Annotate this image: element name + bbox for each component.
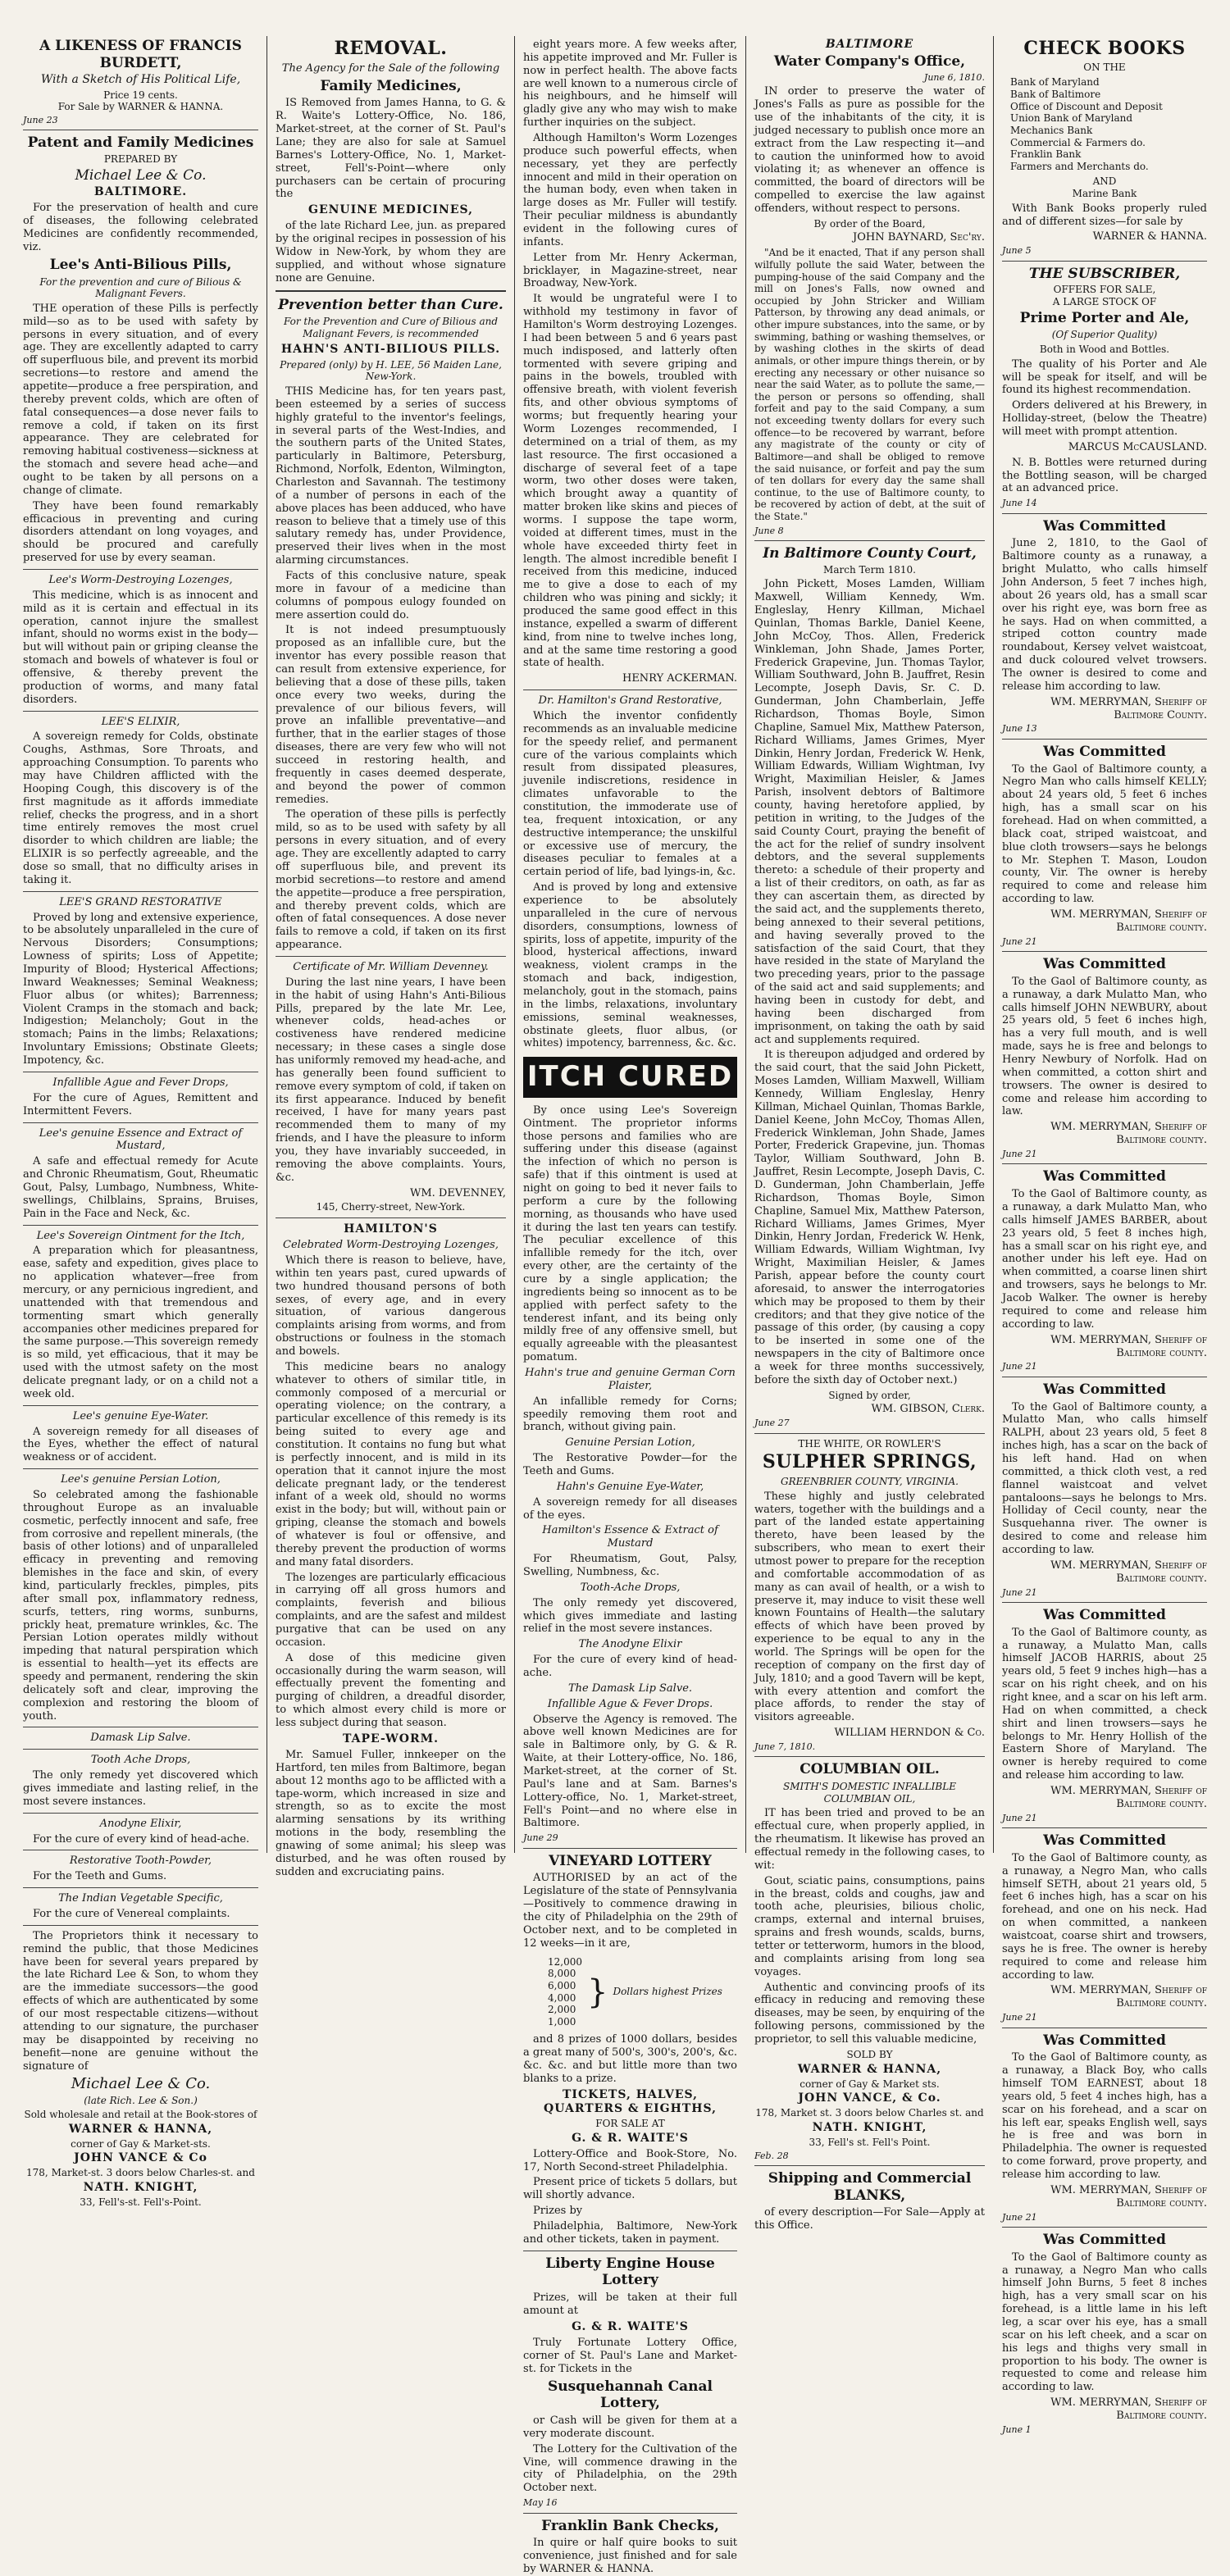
elixir-body: A sovereign remedy for Colds, obstinate Coughs, Asthmas, Sore Throats, and approaching Consumption. To parents who may have Children afflicted with the Hooping Cough, this discovery is of the first magnitude as it affords immediate relief, checks the progress, and in a short time entirely removes the most cruel disorder to which children are liable; the ELIXIR is so perfectly agreeable, and the dose so small, that no difficulty arises in taking it. (23, 730, 258, 886)
prize-amounts (548, 1956, 582, 2028)
col3-top-body-2: Although Hamilton's Worm Lozenges produce such powerful effects, when necessary, yet they are perfectly innocent and mild in their operation on the human body, even when taken in large doses as Mr. Fuller will testify. Their peculiar mildness is abundantly evident in the following cures of infants. (523, 132, 737, 248)
tapeworm-title: TAPE-WORM. (343, 1732, 439, 1745)
committed-notice (1002, 1827, 1207, 2023)
waite-office-body: Lottery-Office and Book-Store, No. 17, North Second-street Philadelphia. (523, 2147, 737, 2173)
water-foot: June 8 (754, 525, 784, 536)
letter-heading: Letter from Mr. Henry Ackerman, bricklayer, in Magazine-street, near Broadway, New-York. (523, 251, 737, 290)
bank-item: Bank of Maryland (1010, 76, 1100, 89)
committed-notice (1002, 1377, 1207, 1598)
burdett-subtitle: With a Sketch of His Political Life, (40, 73, 241, 87)
committed-sign: WM. MERRYMAN, Sheriff of Baltimore County. (1050, 695, 1207, 721)
committed-date: June 21 (1002, 1149, 1037, 1160)
damask-title: The Damask Lip Salve. (567, 1682, 693, 1695)
court-body: John Pickett, Moses Lamden, William Maxwell, William Kennedy, Wm. Engleslay, Henry Killman, Michael Quinlan, Thomas Barkle, Daniel Keene, John McCoy, Thos. Allen, Frederick Winkleman, John Shade, James Porter, Frederick Grapevine, Jun. Thomas Taylor, William Southward, John B. Jauffret, Resin Lecompte, Joseph Davis, Sr. C. D. Gunderman, John Chamberlain, Jeffe Richardson, Thomas Boyle, Simon Chapline, Samuel Mix, Matthew Paterson, Richard Williams, James Grimes, Myer Dinkin, Henry Jordan, Frederick W. Henk, William Edwards, William Wightman, Ivy Wright, Maximilian Heisler, & James Parish, insolvent debtors of Baltimore county, having heretofore applied, by petition in writing, to the Judges of the said County Court, praying the benefit of the act for the relief of sundry insolvent debtors, and the several supplements thereto: a schedule of their property and a list of their creditors, on oath, as far as they can ascertain them, as directed by the said act, and the supplements thereto, being annexed to their several petitions, and having severally proved to the satisfaction of the said Court, that they have resided in the state of Maryland the two preceding years, prior to the passage of the said act and said supplements; and having been in custody for debt, and having been discharged from imprisonment, on taking the oath by said act and supplements required. (754, 578, 985, 1046)
subscriber-body: The quality of his Porter and Ale will be speak for itself, and will be found its highest recommendation. (1002, 357, 1207, 397)
removal-body: IS Removed from James Hanna, to G. & R. Waite's Lottery-Office, No. 186, Market-street, at the corner of St. Paul's Lane; they are also for sale at Samuel Barnes's Lottery-Office, No. 1, Market-street, Fell's-Point—where only purchasers can be certain of procuring the (276, 97, 506, 201)
waite-present: Present price of tickets 5 dollars, but will shortly advance. (523, 2176, 737, 2202)
family-medicines: Family Medicines, (320, 77, 462, 94)
court-body-2: It is thereupon adjudged and ordered by the said court, that the said John Pickett, Moses Lamden, William Maxwell, William Kennedy, William Engleslay, Henry Killman, Michael Quinlan, Thomas Barkle, Daniel Keene, John McCoy, Thomas Allen, Frederick Winkleman, John Shade, James Porter, Frederick Grapevine, jun. Thomas Taylor, William Southward, John B. Jauffret, Resin Lecompte, Joseph Davis, C. D. Gunderman, John Chamberlain, Jeffe Richardson, Thomas Boyle, Simon Chapline, Samuel Mix, Matthew Paterson, Richard Williams, James Grimes, Myer Dinkin, Henry Jordan, Frederick W. Henk, William Edwards, William Wightman, Ivy Wright, Maximilian Heisler, & James Parish, appear before the county court aforesaid, to answer the interrogatories which may be proposed to them by their creditors; and that they give notice of the passage of this order, (by causing a copy to be inserted in some one of the newspapers in the city of Baltimore once a week for three months successively, before the sixth day of October next.) (754, 1049, 985, 1386)
sold-by: SOLD BY (846, 2048, 893, 2060)
toothache-title: Tooth Ache Drops, (90, 1754, 191, 1767)
check-sign: WARNER & HANNA. (1092, 230, 1207, 243)
hamiltons-body-2: This medicine bears no analogy whatever to others of similar title, in commonly composed of a mercurial or operating violence; on the contrary, a particular excellence of this remedy is its being suited to every age and constitution. It contains no fung but what is perfectly innocent, and is mild in its operation that it cannot injure the most delicate pregnant lady, or the tenderest infant of a week old, should no worms exist in the body; but will, without pain or griping, cleanse the stomach and bowels of whatever is foul or offensive, and thereby prevent the production of worms and many fatal disorders. (276, 1360, 506, 1568)
greenbrier: GREENBRIER COUNTY, VIRGINIA. (781, 1476, 959, 1488)
elixir-title: LEE'S ELIXIR, (101, 715, 180, 728)
certificate-address: 145, Cherry-street, New-York. (316, 1201, 466, 1213)
stock-line: A LARGE STOCK OF (1052, 296, 1157, 308)
susquehannah-title: Susquehannah Canal Lottery, (547, 2378, 713, 2412)
bottom-warner-address: corner of Gay & Market-sts. (71, 2137, 211, 2150)
genuine-medicines: GENUINE MEDICINES, (308, 203, 474, 217)
committed-notice (1002, 739, 1207, 947)
certificate-body: During the last nine years, I have been in the habit of using Hahn's Anti-Bilious Pills, prepared by the late Mr. Lee, whenever colds, head-aches or costiveness have rendered medicine necessary; in these cases a single dose has uniformly removed my head-ache, and has generally been found sufficient to remove every symptom of cold, if taken on its first appearance. Induced by benefit received, I have for many years past recommended them to many of my friends, and I have the pleasure to inform you, they have invariably succeeded, in removing the above complaints. Yours, &c. (276, 976, 506, 1184)
itch-title: Lee's Sovereign Ointment for the Itch, (36, 1229, 245, 1242)
check-body: With Bank Books properly ruled and of different sizes—for sale by (1002, 202, 1207, 228)
porter-quality: (Of Superior Quality) (1051, 329, 1158, 341)
worm-title: Lee's Worm-Destroying Lozenges, (48, 573, 233, 586)
committed-notices (1002, 513, 1207, 2436)
committed-body: To the Gaol of Baltimore county, as a runaway, a dark Mulatto Man, who calls himself JAMES BARBER, about 23 years old, 5 feet 8 inches high, has a small scar on his right eye, and another under his left eye. Had on when committed, a coarse linen shirt and trowsers, says he belongs to Mr. Jacob Walker. The owner is hereby required to come and release him according to law. (1002, 1188, 1207, 1331)
committed-title: Was Committed (1043, 743, 1166, 760)
sulpher-title: SULPHER SPRINGS, (762, 1451, 977, 1473)
burdett-title-prefix: A LIKENESS OF FRANCIS BURDETT, (39, 38, 242, 71)
bank-item: Franklin Bank (1010, 148, 1082, 161)
sulpher-body: These highly and justly celebrated waters, together with the buildings and a part of the landed estate appertaining thereto, have been leased by the subscribers, who mean to exert their utmost power to prepare for the reception and comfortable accommodation of as many as can avail of health, or a wish to preserve it, may induce to visit these well known Fountains of Health—the salutary effects of which have been proved by experience to be equal to any in the world. The Springs will be open for the reception of company on the first day of July, 1810; and a good Tavern will be kept, with every attention and comfort the place affords, to render the stay of visitors agreeable. (754, 1490, 985, 1724)
itch-body: A preparation which for pleasantness, ease, safety and expedition, gives place to no application whatever—free from mercury, or any pernicious ingredient, and unattended with that tremendous and tormenting smart which generally accompanies other medicines prepared for the same purpose.—This sovereign remedy is so mild, yet efficacious, that it may be used with the utmost safety on the most delicate pregnant lady, or on a child not a week old. (23, 1245, 258, 1400)
anodyne-title: Anodyne Elixir, (99, 1817, 182, 1830)
committed-title: Was Committed (1043, 517, 1166, 535)
white-title: THE WHITE, OR ROWLER'S (798, 1437, 941, 1450)
committed-notice (1002, 1163, 1207, 1372)
burdett-date: June 23 (23, 114, 58, 125)
court-signed: Signed by order, (828, 1389, 911, 1401)
court-foot: June 27 (754, 1418, 790, 1429)
committed-title: Was Committed (1043, 1832, 1166, 1850)
prize-list (523, 1953, 737, 2032)
tooth-body: The only remedy yet discovered, which gives immediate and lasting relief in the most severe instances. (523, 1596, 737, 1636)
corn-body: An infallible remedy for Corns; speedily removing them root and branch, without giving pain. (523, 1395, 737, 1434)
letter-sign: HENRY ACKERMAN. (622, 672, 737, 685)
committed-notice (1002, 1602, 1207, 1823)
committed-date: June 1 (1002, 2424, 1032, 2435)
waite-prizes: Prizes by (533, 2205, 583, 2218)
hahn-title: HAHN'S ANTI-BILIOUS PILLS. (280, 342, 501, 356)
vineyard-title: VINEYARD LOTTERY (549, 1852, 712, 1869)
committed-notice (1002, 2227, 1207, 2435)
salve-title: Damask Lip Salve. (90, 1732, 191, 1745)
committed-sign: WM. MERRYMAN, Sheriff of Baltimore county. (1050, 1559, 1207, 1585)
eye-title: Lee's genuine Eye-Water. (72, 1409, 209, 1422)
franklin-body: In quire or half quire books to suit convenience, just finished and for sale by WARNER & HANNA. (523, 2537, 737, 2576)
check-date: June 5 (1002, 245, 1032, 257)
water-date: June 6, 1810. (923, 71, 985, 83)
subscriber-sign: MARCUS McCAUSLAND. (1068, 440, 1207, 453)
for-sale-at: FOR SALE AT (595, 2117, 665, 2129)
committed-date: June 21 (1002, 2211, 1037, 2223)
committed-body: To the Gaol of Baltimore county, as a runaway, a Mulatto Man, calls himself JACOB HARRIS, about 25 years old, 5 feet 9 inches high—has a scar on his right cheek, and on his right knee, and a scar on his left arm. Had on when committed, a check shirt and linen trowsers—says he belongs to Mr. Henry Hollish of the Eastern Shore of Maryland. The owner is hereby required to come and release him according to law. (1002, 1626, 1207, 1782)
committed-body: June 2, 1810, to the Gaol of Baltimore county as a runaway, a bright Mulatto, who calls himself John Anderson, 5 feet 7 inches high, about 26 years old, has a small scar over his right eye, was born free as he says. Had on when committed, a striped cotton country made roundabout, Kersey velvet waistcoat, and duck coloured velvet trowsers. The owner is desired to come and release him according to law. (1002, 537, 1207, 693)
committed-sign: WM. MERRYMAN, Sheriff of Baltimore county. (1050, 1984, 1207, 2010)
ague-body: For the cure of Agues, Remittent and Intermittent Fevers. (23, 1091, 258, 1117)
bank-item: Farmers and Merchants do. (1010, 160, 1149, 172)
ague-title: Infallible Ague and Fever Drops, (52, 1076, 229, 1089)
committed-body: To the Gaol of Baltimore county, as a runaway, a Black Boy, who calls himself TOM EARNEST, about 18 years old, 5 feet 4 inches high, has a scar on his forehead, and a scar on his left ear, speaks English well, says he is free and was born in Philadelphia. The owner is requested to come forward, prove property, and release him according to law. (1002, 2051, 1207, 2182)
hahn-body-2: Facts of this conclusive nature, speak more in favour of a medicine than columns of pompous eulogy founded on mere assertion could do. (276, 570, 506, 621)
bottom-maker: Michael Lee & Co. (71, 2075, 211, 2093)
committed-date: June 21 (1002, 2012, 1037, 2023)
hamiltons-subtitle: Celebrated Worm-Destroying Lozenges, (283, 1239, 499, 1252)
sold-date: Feb. 28 (754, 2150, 789, 2161)
hamiltons-body-4: A dose of this medicine given occasionally during the warm season, will effectually prevent the fomenting and purging of children, a dreadful disorder, to which almost every child is more or less subject during that season. (276, 1651, 506, 1730)
committed-notice (1002, 513, 1207, 735)
vineyard-note: The Lottery for the Cultivation of the Vine, will commence drawing in the city of Philadelphia, on the 29th October next. (523, 2442, 737, 2495)
bottom-nath-knight: NATH. KNIGHT, (83, 2180, 198, 2194)
bottom-warner-hanna: WARNER & HANNA, (68, 2122, 213, 2136)
lees-pills-title: Lee's Anti-Bilious Pills, (49, 256, 232, 273)
prepared-by: PREPARED BY (103, 152, 178, 165)
hamiltons-body-3: The lozenges are particularly efficacious in carrying off all gross humors and complaints, feverish and bilious complaints, and are the safest and mildest purgative that can be used on any occasion. (276, 1571, 506, 1649)
committed-title: Was Committed (1043, 2232, 1166, 2249)
prize-4: 4,000 (548, 1991, 576, 2004)
prizes-note: Dollars highest Prizes (613, 1986, 722, 1998)
prize-brace: } (587, 1973, 608, 2011)
columbian-title: COLUMBIAN OIL. (800, 1761, 940, 1778)
columbian-body: IT has been tried and proved to be an effectual cure, when properly applied, in the rheumatism. It likewise has proved an effectual remedy in the following cases, to wit: (754, 1807, 985, 1872)
pills-subtitle: For the prevention and cure of Bilious & Malignant Fevers. (39, 275, 242, 300)
eye-body: A sovereign remedy for all diseases of the Eyes, whether the effect of natural weakness or of accident. (23, 1425, 258, 1464)
hahn-body-4: The operation of these pills is perfectly mild, so as to be used with safety by all persons in every situation, and of every age. They are excellently adapted to carry off superfluous bile, and prevent its morbid secretions—to restore and amend the appetite—produce a free perspiration, and thereby prevent colds, which are often of fatal consequences. A dose never fails to remove a cold, if taken on its first appearance. (276, 808, 506, 952)
liberty-title: Liberty Engine House Lottery (545, 2255, 715, 2289)
subscriber-body-3: N. B. Bottles were returned during the Bottling season, will be charged at an advanced price. (1002, 456, 1207, 495)
subscriber-date: June 14 (1002, 498, 1037, 509)
essence-title: Lee's genuine Essence and Extract of Mustard, (39, 1126, 243, 1153)
worm-body: This medicine, which is as innocent and mild as it is certain and effectual in its operation, cannot injure the smallest infant, should no worms exist in the body—but will without pain or griping cleanse the stomach and bowels of whatever is foul or offensive, & thereby prevent the production of worms, and many fatal disorders. (23, 589, 258, 706)
tooth-title: Tooth-Ache Drops, (580, 1581, 681, 1594)
hamiltons-body: Which there is reason to believe, have, within ten years past, cured upwards of two hundred thousand persons of both sexes, of every age, and in every situation, of various dangerous complaints arising from worms, and from obstructions or foulness in the stomach and bowels. (276, 1254, 506, 1358)
franklin-title: Franklin Bank Checks, (541, 2517, 719, 2534)
itch-cured-body: By once using Lee's Sovereign Ointment. The proprietor informs those persons and families who are suffering under this disease (against the infection of which no person is safe) that if this ointment is used at night on going to bed it never fails to perform a cure by the following morning, as thousands who have used it during the last ten years can testify. The peculiar excellence of this infallible remedy for the itch, over every other, are the certainty of the cure by a single application; the ingredients being so innocent as to be applied with perfect safety to the tenderest infant, and its being only mildly free of any offensive smell, but equally agreeable with the pleasantest pomatum. (523, 1104, 737, 1364)
committed-title: Was Committed (1043, 1381, 1166, 1398)
removal-title: REMOVAL. (334, 38, 448, 59)
water-body: IN order to preserve the water of Jones's Falls as pure as possible for the use of the inhabitants of the city, it is judged necessary to publish once more an extract from the Law respecting it—and to caution the uninformed how to avoid violating it; as whenever an offence is committed, the board of directors will be compelled to exercise the law against offenders, without respect to persons. (754, 85, 985, 215)
powder-body: For the Teeth and Gums. (33, 1870, 167, 1883)
toothache-body: The only remedy yet discovered which gives immediate and lasting relief, in the most severe instances. (23, 1769, 258, 1808)
sold-2-address: 178, Market st. 3 doors below Charles st. and (755, 2107, 984, 2119)
porter-bottles: Both in Wood and Bottles. (1039, 344, 1170, 356)
porter-title: Prime Porter and Ale, (1019, 309, 1190, 326)
letter-body: It would be ungrateful were I to withhold my testimony in favor of Hamilton's Worm destroying Lozenges. I had been between 5 and 6 years past much indisposed, and latterly often tormented with severe griping and pains in the bowels, troubled with offensive breath, with violent feverish fits, and other obvious symptoms of worms; but frequently hearing your Worm Lozenges recommended, I determined on a trial of them, as my last resource. The first occasioned a discharge of several feet of a tape worm, two other doses were taken, which brought away a quantity of matter broken like skins and pieces of worms. I suppose the tape worm, voided at different times, must in the whole have exceeded thirty feet in length. The almost incredible benefit I received from this medicine, induced me to give a dose to each of my children who was pining and sickly; it produced the same good effect in this instance, expelled a swarm of different kind, from nine to twelve inches long, and at the same time restoring a good state of health. (523, 293, 737, 670)
vineyard-body: AUTHORISED by an act of the Legislature of the state of Pennsylvania—Positively to commence drawing in the city of Philadelphia on the 29th of October next, and to be completed in 12 weeks—in it are, (523, 1872, 737, 1950)
lotion-body: So celebrated among the fashionable throughout Europe as an invaluable cosmetic, perfectly innocent and safe, free from corrosive and repellent minerals, (the basis of other lotions) and of unparalleled efficacy in preventing and removing blemishes in the face and skin, of every kind, particularly freckles, pimples, pits after small pox, inflammatory redness, scurfs, tetters, ring worms, sunburns, prickly heat, premature wrinkles, &c. The Persian Lotion operates mildly without impeding that natural perspiration which is essential to health—yet its effects are speedy and permanent, rendering the skin delicately soft and clear, improving the complexion and restoring the bloom of youth. (23, 1488, 258, 1723)
prize-3: 6,000 (548, 1979, 576, 1991)
committed-notice (1002, 951, 1207, 1159)
committed-body: To the Gaol of Baltimore county, as a runaway, a Negro Man, who calls himself SETH, about 21 years old, 5 feet 6 inches high, has a scar on his forehead, and one on his neck. Had on when committed, a nankeen waistcoat, coarse shirt and trowsers, says he is free. The owner is hereby required to come and release him according to law. (1002, 1851, 1207, 1982)
committed-body: To the Gaol of Baltimore county as a runaway, a Negro Man who calls himself John Burns, 5 feet 8 inches high, has a very small scar on his forehead, is a little lame in his left leg, a scar over his eye, has a small scar on his left cheek, and a scar on his legs and thighs very small in proportion to his body. The owner is requested to come and release him according to law. (1002, 2251, 1207, 2394)
removal-subtitle: The Agency for the Sale of the following (281, 61, 500, 75)
columbian-body-3: Authentic and convincing proofs of its efficacy in reducing and removing these diseases, may be seen, by enquiring of the following persons, commissioned by the proprietor, to sell this valuable medicine, (754, 1981, 985, 2046)
sulpher-sign: WILLIAM HERNDON & Co. (834, 1727, 985, 1740)
check-and: AND (1092, 175, 1117, 188)
susquehannah-body: or Cash will be given for them at a very moderate discount. (523, 2414, 737, 2440)
committed-body: To the Gaol of Baltimore county, as a runaway, a dark Mulatto Man, who calls himself JOHN NEWBURY, about 25 years old, 5 feet 6 inches high, has a very full mouth, and is well made, says he is free and belongs to Henry Newbury of Norfolk. Had on when committed, a cotton shirt and trowsers. The owner is desired to come and release him according to law. (1002, 975, 1207, 1118)
subscriber-body-2: Orders delivered at his Brewery, in Holliday-street, (below the Theatre) will meet with prompt attention. (1002, 399, 1207, 438)
city: BALTIMORE. (93, 185, 188, 199)
columbian-body-2: Gout, sciatic pains, consumptions, pains in the breast, colds and coughs, jaw and tooth ache, pleurisies, bilious cholic, cramps, external and internal bruises, sprains and fresh wounds, scalds, burns, tetter or tetterworm, humors in the blood, and complaints arising from long sea voyages. (754, 1874, 985, 1978)
intro-text: For the preservation of health and cure of diseases, the following celebrated Medicines are confidently recommended, viz. (23, 202, 258, 253)
waite-prizes-body: Philadelphia, Baltimore, New-York and other tickets, taken in payment. (523, 2219, 737, 2246)
hamiltons-title: HAMILTON'S (344, 1222, 438, 1236)
committed-sign: WM. MERRYMAN, Sheriff of Baltimore county. (1050, 1784, 1207, 1810)
committed-date: June 13 (1002, 723, 1037, 735)
tapeworm-body: Mr. Samuel Fuller, innkeeper on the Hartford, ten miles from Baltimore, began about 12 months ago to be afflicted with a tape-worm, which increased in size and strength, so as to excite the most alarming sensations by its writhing motions in the body, resembling the gnawing of some animal; his sleep was disturbed, and he was often roused by sudden and excruciating pains. (276, 1748, 506, 1878)
observe-body: Observe the Agency is removed. The above well known Medicines are for sale in Baltimore only, by G. & R. Waite, at their Lottery-office, No. 186, Market-street, at the corner of St. Paul's lane and at Sam. Barnes's Lottery-office, No. 1, Market-street, Fell's Point—and no where else in Baltimore. (523, 1713, 737, 1830)
committed-date: June 21 (1002, 1586, 1037, 1598)
pills-body-2: They have been found remarkably efficacious in preventing and curing disorders attendant on long voyages, and should be procured and carefully preserved for use by every seaman. (23, 499, 258, 565)
column-3 (515, 36, 746, 2576)
ague-title-3: Infallible Ague & Fever Drops. (547, 1697, 713, 1710)
water-order: By order of the Board, (813, 217, 926, 230)
hahn-eye-title: Hahn's Genuine Eye-Water, (556, 1480, 704, 1493)
hahn-eye-body: A sovereign remedy for all diseases of the eyes. (523, 1495, 737, 1522)
grand-title: Dr. Hamilton's Grand Restorative, (538, 694, 722, 708)
committed-date: June 21 (1002, 1361, 1037, 1372)
water-title: Water Company's Office, (773, 53, 966, 71)
gr-waite: G. & R. WAITE'S (572, 2319, 689, 2333)
powder-title: Restorative Tooth-Powder, (69, 1855, 212, 1868)
gr-waite-body: Truly Fortunate Lottery Office, corner of St. Paul's Lane and Market-st. for Tickets in the (523, 2336, 737, 2375)
committed-title: Was Committed (1043, 2032, 1166, 2049)
col3-top-body: eight years more. A few weeks after, his appetite improved and Mr. Fuller is now in perfect health. The above facts are well known to a numerous circle of his neighbours, and he himself will gladly give any who may wish to make further inquiries on the subject. (523, 39, 737, 130)
anodyne-title-3: The Anodyne Elixir (578, 1638, 682, 1651)
water-extract: "And be it enacted, That if any person shall wilfully pollute the said Water, between the pumping-house of the said Company and the mill on Jones's Falls, now owned and occupied by John Stricker and William Patterson, by throwing any dead animals, or other impure substances, into the same, or by swimming, bathing or washing themselves, or by washing clothes in the skirts of dead animals, or other impure things therein, or by erecting any necessary or other nuisance so near the said Water, as to pollute the same,—the person or persons so offending, shall forfeit and pay to the said Company, a sum not exceeding twenty dollars for every such offence—to be recovered by warrant, before any magistrate of the county or city of Baltimore—and shall be obliged to remove the said nuisance, or forfeit and pay the sum of ten dollars for every day the same shall continue, to the use of Baltimore county, to be recovered by action of debt, at the suit of the State." (754, 247, 985, 523)
sold-1: WARNER & HANNA, (797, 2062, 942, 2076)
committed-sign: WM. MERRYMAN, Sheriff of Baltimore county. (1050, 1333, 1207, 1359)
bank-item: Union Bank of Maryland (1010, 112, 1133, 125)
county-term: March Term 1810. (823, 563, 916, 576)
anodyne-body: For the cure of every kind of head-ache. (33, 1832, 250, 1846)
committed-sign: WM. MERRYMAN, Sheriff of Baltimore county. (1050, 2183, 1207, 2210)
columbian-subtitle: SMITH'S DOMESTIC INFALLIBLE COLUMBIAN OIL, (783, 1781, 956, 1805)
column-2 (267, 36, 515, 1878)
prevention-title: Prevention better than Cure. (278, 296, 503, 313)
vineyard-body-2: and 8 prizes of 1000 dollars, besides a great many of 500's, 300's, 200's, &c. &c. &c. and but little more than two blanks to a prize. (523, 2033, 737, 2085)
itch-cured-banner: ITCH CURED (523, 1057, 737, 1097)
persian-title: Genuine Persian Lotion, (565, 1436, 695, 1450)
prevention-subtitle: For the Prevention and Cure of Bilious and Malignant Fevers, is recommended (283, 316, 499, 340)
sold-2: JOHN VANCE, & Co. (798, 2091, 941, 2105)
sold-1-address: corner of Gay & Market sts. (800, 2078, 940, 2090)
committed-title: Was Committed (1043, 956, 1166, 973)
bottom-john-vance-address: 178, Market-st. 3 doors below Charles-st. and (26, 2167, 255, 2179)
hahn-prepared: Prepared (only) by H. LEE, 56 Maiden Lane, New-York. (280, 358, 502, 383)
prize-5: 2,000 (548, 2004, 576, 2016)
bottom-nath-knight-address: 33, Fell's-st. Fell's-Point. (80, 2196, 202, 2209)
water-sign: JOHN BAYNARD, Sec'ry. (853, 231, 985, 244)
observe-date: June 29 (523, 1832, 558, 1844)
committed-date: June 21 (1002, 935, 1037, 947)
proprietors-body: The Proprietors think it necessary to remind the public, that those Medicines have been for several years prepared by the late Richard Lee & Son, to whom they are the immediate successors—the good effects of which are authenticated by some of our most respectable citizens—without attending to our signature, the purchaser may be disappointed by receiving no benefit—none are genuine without the signature of (23, 1929, 258, 2073)
restorative-title: LEE'S GRAND RESTORATIVE (59, 895, 222, 908)
sold-3: NATH. KNIGHT, (812, 2120, 927, 2134)
mustard-title: Hamilton's Essence & Extract of Mustard (542, 1524, 718, 1550)
bank-item: Mechanics Bank (1010, 124, 1093, 136)
column-1 (15, 36, 267, 2209)
bank-list (1010, 76, 1207, 172)
indian-body: For the cure of Venereal complaints. (33, 1908, 230, 1921)
corn-title: Hahn's true and genuine German Corn Plaister, (525, 1366, 736, 1392)
committed-sign: WM. MERRYMAN, Sheriff of Baltimore county. (1050, 908, 1207, 934)
maker: Michael Lee & Co. (75, 166, 207, 184)
certificate-title: Certificate of Mr. William Devenney. (293, 960, 489, 973)
committed-sign: WM. MERRYMAN, Sheriff of Baltimore county. (1050, 1121, 1207, 1147)
bank-item: Bank of Baltimore (1010, 89, 1101, 101)
may-date: May 16 (523, 2497, 558, 2509)
baltimore-heading: BALTIMORE (825, 38, 914, 51)
dentifrice: The Restorative Powder—for the Teeth and Gums. (523, 1452, 737, 1477)
committed-body: To the Gaol of Baltimore county, a Mulatto Man, who calls himself RALPH, about 23 years old, 5 feet 8 inches high, has a scar on the back of his left hand. Had on when committed, a thick cloth vest, a red flannel waistcoat and velvet pantaloons—says he belongs to Mrs. Holliday of Cecil county, near the Susquehanna river. The owner is desired to come and release him according to law. (1002, 1400, 1207, 1556)
bottom-john-vance: JOHN VANCE & Co (74, 2151, 207, 2165)
shipping-body: of every description—For Sale—Apply at this Office. (754, 2206, 985, 2232)
lotion-title: Lee's genuine Persian Lotion, (61, 1473, 221, 1486)
check-books-title: CHECK BOOKS (1023, 38, 1186, 59)
patent-title: Patent and Family Medicines (27, 134, 254, 152)
hahn-body-3: It is not indeed presumptuously proposed as an infallible cure, but the inventor has every possible reason that can result from extensive experience, for believing that a dose of these pills, taken once every two weeks, during the prevalence of our bilious fevers, will prove an infallible preventative—and further, that in the earlier stages of those diseases, there are very few who will not succeed in restoring health, and frequently in cases deemed desperate, and beyond the power of common remedies. (276, 624, 506, 806)
committed-title: Was Committed (1043, 1606, 1166, 1623)
burdett-price: Price 19 cents. (103, 89, 178, 101)
indian-title: The Indian Vegetable Specific, (58, 1892, 223, 1905)
court-sign: WM. GIBSON, Clerk. (871, 1403, 985, 1416)
check-on-the: ON THE (1083, 61, 1126, 73)
subscriber-sub: OFFERS FOR SALE, (1053, 284, 1156, 296)
restorative-body: Proved by long and extensive experience, to be absolutely unparalleled in the cure of Nervous Disorders; Consumptions; Lowness of spirits; Loss of Appetite; Impurity of Blood; Hysterical Affections; Inward Weaknesses; Seminal Weakness; Fluor albus (or whites); Barrenness; Violent Cramps in the stomach and back; Indigestion; Melancholy; Gout in the stomach; Pains in the limbs; Relaxations; Involuntary Emissions; Obstinate Gleets; Impotency, &c. (23, 911, 258, 1067)
subscriber-title: THE SUBSCRIBER, (1028, 265, 1181, 282)
bank-item: Commercial & Farmers do. (1010, 136, 1146, 148)
anodyne-body-3: For the cure of every kind of head-ache. (523, 1654, 737, 1680)
essence-body: A safe and effectual remedy for Acute and Chronic Rheumatism, Gout, Rheumatic Gout, Palsy, Lumbago, Numbness, White-swellings, Chilblains, Sprains, Bruises, Pain in the Face and Neck, &c. (23, 1155, 258, 1220)
committed-sign: WM. MERRYMAN, Sheriff of Baltimore county. (1050, 2396, 1207, 2423)
prize-1: 12,000 (548, 1955, 582, 1968)
pills-body: THE operation of these Pills is perfectly mild—so as to be used with safety by persons in every situation, and of every age. They are excellently adapted to carry off superfluous bile, and prevent its morbid secretions—to restore and amend the appetite—produce a free perspiration, and thereby prevent colds, which are often of fatal consequences—a dose never fails to remove a cold, if taken on its first appearance. They are celebrated for removing habitual costiveness—sickness at the stomach and severe head ache—and ought to be taken by all persons on a change of climate. (23, 302, 258, 497)
shipping-title: Shipping and Commercial BLANKS, (768, 2170, 972, 2204)
genuine-body: of the late Richard Lee, jun. as prepared by the original recipes in possession of his Widow in New-York, by whom they are supplied, and without whose signature none are Genuine. (276, 220, 506, 284)
prize-2: 8,000 (548, 1968, 576, 1980)
waite-office: G. & R. WAITE'S (572, 2131, 689, 2145)
bank-item: Office of Discount and Deposit (1010, 100, 1163, 112)
column-4 (746, 36, 994, 2232)
prize-6: 1,000 (548, 2015, 576, 2028)
grand-body-2: And is proved by long and extensive experience to be absolutely unparalleled in the cure of nervous disorders, consumptions, lowness of spirits, loss of appetite, impurity of the blood, hysterical affections, inward weakness, violent cramps in the stomach and back, indigestion, melancholy, gout in the stomach, pains in the limbs, relaxations, involuntary emissions, seminal weaknesses, obstinate gleets, fluor albus, (or whites) impotency, barrenness, &c. &c. (523, 881, 737, 1050)
bottom-late: (late Rich. Lee & Son.) (84, 2095, 198, 2107)
sulpher-date: June 7, 1810. (754, 1741, 816, 1753)
column-5 (994, 36, 1215, 2435)
committed-title: Was Committed (1043, 1168, 1166, 1186)
hahn-body: THIS Medicine has, for ten years past, been esteemed by a series of success highly grateful to the inventor's feelings, in several parts of the West-Indies, and the southern parts of the United States, particularly in Baltimore, Petersburg, Richmond, Norfolk, Edenton, Wilmington, Charleston and Savannah. The testimony of a number of persons in each of the above places has been adduced, who have reason to believe that a timely use of this salutary remedy has, under Providence, preserved their lives when in the most alarming circumstances. (276, 385, 506, 567)
county-court-title: In Baltimore County Court, (763, 545, 977, 562)
committed-body: To the Gaol of Baltimore county, a Negro Man who calls himself KELLY; about 24 years old, 5 feet 6 inches high, has a small scar on his forehead. Had on when committed, a black coat, striped waistcoat, and blue cloth trowsers—says he belongs to Mr. Stephen T. Mason, Loudon county, Vir. The owner is hereby required to come and release him according to law. (1002, 762, 1207, 906)
marine-bank: Marine Bank (1072, 188, 1137, 200)
certificate-sign: WM. DEVENNEY, (409, 1186, 506, 1199)
committed-date: June 21 (1002, 1812, 1037, 1823)
grand-body: Which the inventor confidently recommends as an invaluable medicine for the speedy relief, and permanent cure of the various complaints which result from dissipated pleasures, juvenile indiscretions, residence in climates unfavorable to the constitution, the immoderate use of tea, frequent intoxication, or any destructive intemperance; the unskilful or excessive use of mercury, the diseases peculiar to females at a certain period of life, bad lyings-in, &c. (523, 709, 737, 879)
sold-3-address: 33, Fell's st. Fell's Point. (809, 2136, 931, 2148)
liberty-body: Prizes, will be taken at their full amount at (523, 2292, 737, 2318)
bottom-sold: Sold wholesale and retail at the Book-stores of (24, 2108, 257, 2120)
committed-notice (1002, 2028, 1207, 2223)
burdett-sale: For Sale by WARNER & HANNA. (57, 101, 224, 113)
tickets-heading: TICKETS, HALVES, QUARTERS & EIGHTHS, (544, 2087, 717, 2115)
mustard-body: For Rheumatism, Gout, Palsy, Swelling, Numbness, &c. (523, 1553, 737, 1578)
